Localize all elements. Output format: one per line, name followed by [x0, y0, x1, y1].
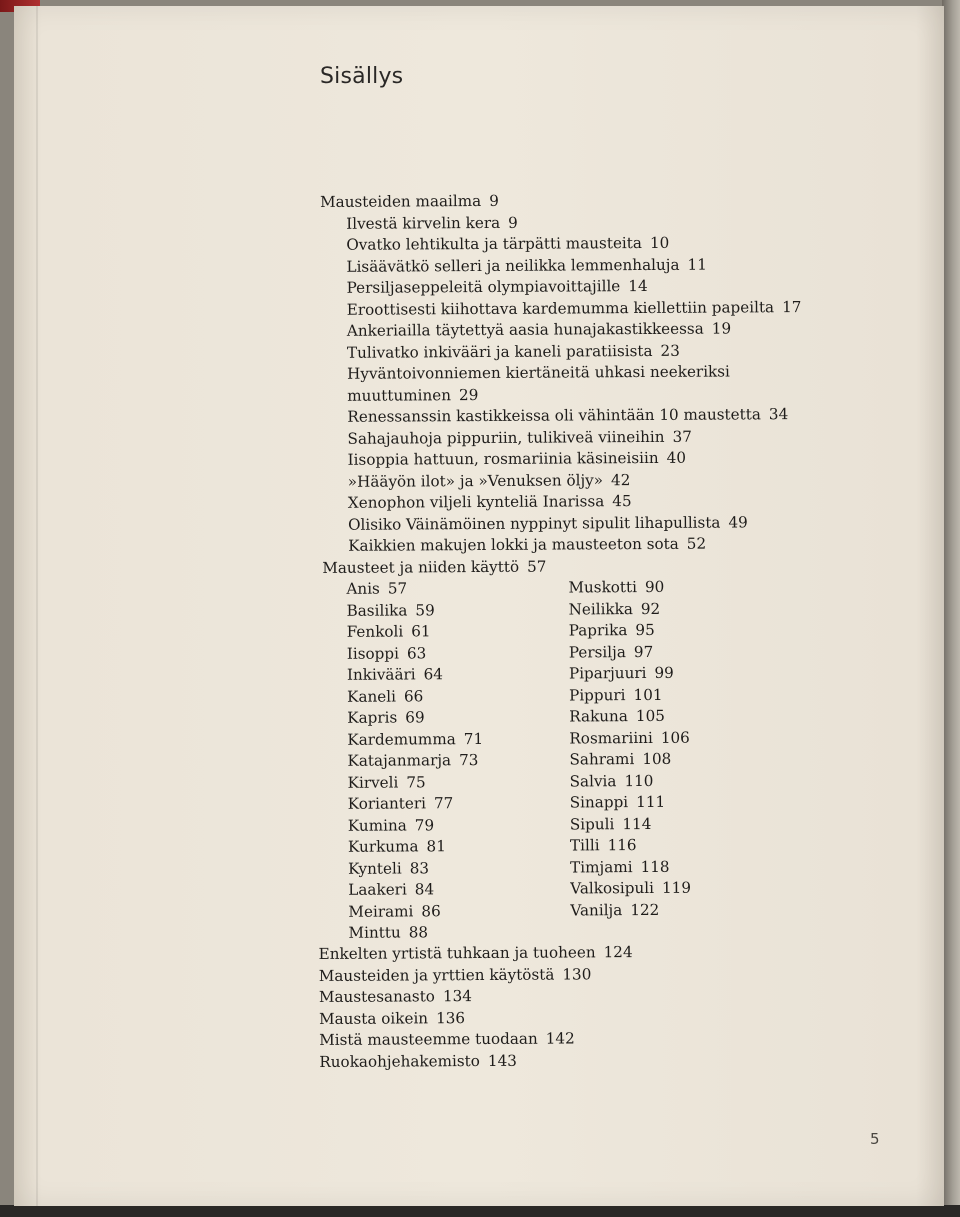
toc-entry-label: Mistä mausteemme tuodaan: [319, 1029, 538, 1049]
toc-entry-label: Mausteiden maailma: [320, 191, 482, 211]
toc-entry-label: Tulivatko inkivääri ja kaneli paratiisista: [346, 341, 653, 362]
spice-item: Katajanmarja 73: [347, 751, 479, 770]
spice-item: Iisoppi 63: [346, 643, 427, 663]
page-title: Sisällys: [320, 64, 404, 89]
toc-entry-label: Lisäävätkö selleri ja neilikka lemmenhaluja: [346, 255, 680, 276]
toc-entry-page: 130: [562, 964, 592, 983]
toc-entry: [313, 1048, 919, 1073]
page-number: 5: [870, 1130, 880, 1148]
book-cover-edge: [0, 1205, 960, 1217]
spice-item: Persilja 97: [568, 642, 654, 661]
spice-item: Fenkoli 61: [346, 622, 431, 641]
table-surface: [942, 0, 960, 1217]
toc-entry-page: 17: [782, 297, 802, 316]
toc-entry-label: Ovatko lehtikulta ja tärpätti mausteita: [346, 233, 642, 254]
toc-entry-label: Xenophon viljeli kynteliä Inarissa: [347, 492, 605, 512]
page-gutter: [36, 6, 38, 1206]
toc-entry-page: 34: [768, 405, 789, 424]
toc-entry-label: Renessanssin kastikkeissa oli vähintään 10 maustetta: [347, 405, 761, 426]
toc-entry-label: Maustesanasto: [318, 987, 435, 1006]
toc-entry-page: 57: [527, 557, 547, 576]
spice-item: Kardemumma 71: [347, 729, 484, 749]
spice-column-right: [568, 577, 691, 922]
spice-item: Tilli 116: [569, 836, 637, 855]
spice-item: Paprika 95: [568, 620, 655, 640]
table-of-contents: [314, 188, 919, 1073]
spice-item: Meirami 86: [348, 901, 441, 921]
spice-item: Korianteri 77: [347, 794, 454, 813]
toc-entry-page: 19: [711, 319, 732, 338]
spice-item: Timjami 118: [570, 857, 670, 876]
toc-entry-page: 45: [612, 492, 632, 511]
toc-entry-page: 124: [603, 943, 633, 962]
spice-item: Basilika 59: [346, 600, 435, 620]
toc-entry-page: 143: [487, 1051, 517, 1070]
toc-entry-page: 11: [687, 255, 707, 274]
spice-item: Anis 57: [346, 579, 408, 598]
spice-item: Muskotti 90: [568, 577, 665, 597]
toc-entry-page: 23: [660, 341, 680, 360]
spice-item: Kynteli 83: [348, 858, 430, 878]
toc-entry-label: »Hääyön ilot» ja »Venuksen öljy»: [347, 470, 604, 491]
spice-column-left: [346, 578, 484, 944]
toc-entry-label: Ruokaohjehakemisto: [319, 1051, 480, 1071]
spice-item: Vanilja 122: [570, 900, 660, 919]
spice-item: Inkivääri 64: [346, 665, 443, 684]
toc-entry-label: Ilvestä kirvelin kera: [346, 213, 501, 233]
toc-entry-page: 40: [666, 448, 687, 467]
spice-item: Kapris 69: [347, 708, 425, 727]
toc-entry-page: 14: [628, 276, 648, 296]
spice-item: Sinappi 111: [569, 792, 666, 812]
spice-item: Rakuna 105: [569, 706, 665, 726]
toc-entry-page: 9: [489, 191, 499, 210]
toc-entry-page: 49: [728, 512, 748, 531]
toc-entry-label: Eroottisesti kiihottava kardemumma kiellettiin papeilta: [346, 297, 775, 319]
toc-entry-label: Mausta oikein: [318, 1008, 429, 1028]
spice-item: Salvia 110: [569, 771, 654, 790]
toc-entry-page: 142: [545, 1029, 575, 1048]
toc-entry-label: Sahajauhoja pippuriin, tulikiveä viineihin: [347, 427, 665, 448]
toc-entry-label: Hyväntoivonniemen kiertäneitä uhkasi neekeriksi: [347, 362, 730, 383]
toc-entry-page: 37: [672, 427, 692, 446]
toc-entry-label: Ankeriailla täytettyä aasia hunajakastikkeessa: [346, 319, 704, 340]
book-page: [14, 6, 944, 1206]
toc-entry-page: 29: [458, 385, 479, 404]
toc-entry-label: Persiljaseppeleitä olympiavoittajille: [346, 277, 621, 297]
spice-item: Minttu 88: [348, 923, 429, 942]
toc-entry-page: 42: [610, 470, 631, 489]
toc-entry-label: Mausteet ja niiden käyttö: [322, 557, 520, 577]
spice-index: [316, 575, 918, 944]
toc-entry-label: Iisoppia hattuun, rosmariinia käsineisiin: [347, 448, 659, 469]
spice-item: Valkosipuli 119: [570, 878, 692, 898]
spice-item: Kirveli 75: [347, 772, 426, 792]
toc-entry-label: Kaikkien makujen lokki ja mausteeton sota: [348, 534, 679, 555]
spice-item: Kaneli 66: [347, 686, 424, 706]
toc-entry-page: 136: [435, 1008, 466, 1027]
spice-item: Sahrami 108: [569, 749, 672, 769]
spice-item: Laakeri 84: [348, 880, 435, 899]
toc-entry-page: 134: [442, 987, 472, 1006]
spice-item: Rosmariini 106: [569, 728, 690, 747]
toc-entry-page: 10: [649, 233, 670, 252]
spice-item: Sipuli 114: [569, 814, 652, 833]
spice-item: Piparjuuri 99: [568, 663, 674, 683]
spice-item: Kumina 79: [347, 815, 435, 835]
spice-item: Kurkuma 81: [347, 837, 446, 856]
toc-entry-page: 52: [686, 534, 707, 553]
spice-item: Pippuri 101: [569, 685, 663, 704]
spice-item: Neilikka 92: [568, 599, 661, 618]
toc-entry-label: Olisiko Väinämöinen nyppinyt sipulit lihapullista: [347, 513, 721, 534]
toc-entry-page: 9: [508, 213, 518, 232]
toc-entry-label: Mausteiden ja yrttien käytöstä: [318, 965, 555, 985]
toc-entry-label: Enkelten yrtistä tuhkaan ja tuoheen: [318, 943, 596, 963]
toc-entry-label: muuttuminen: [347, 385, 452, 405]
